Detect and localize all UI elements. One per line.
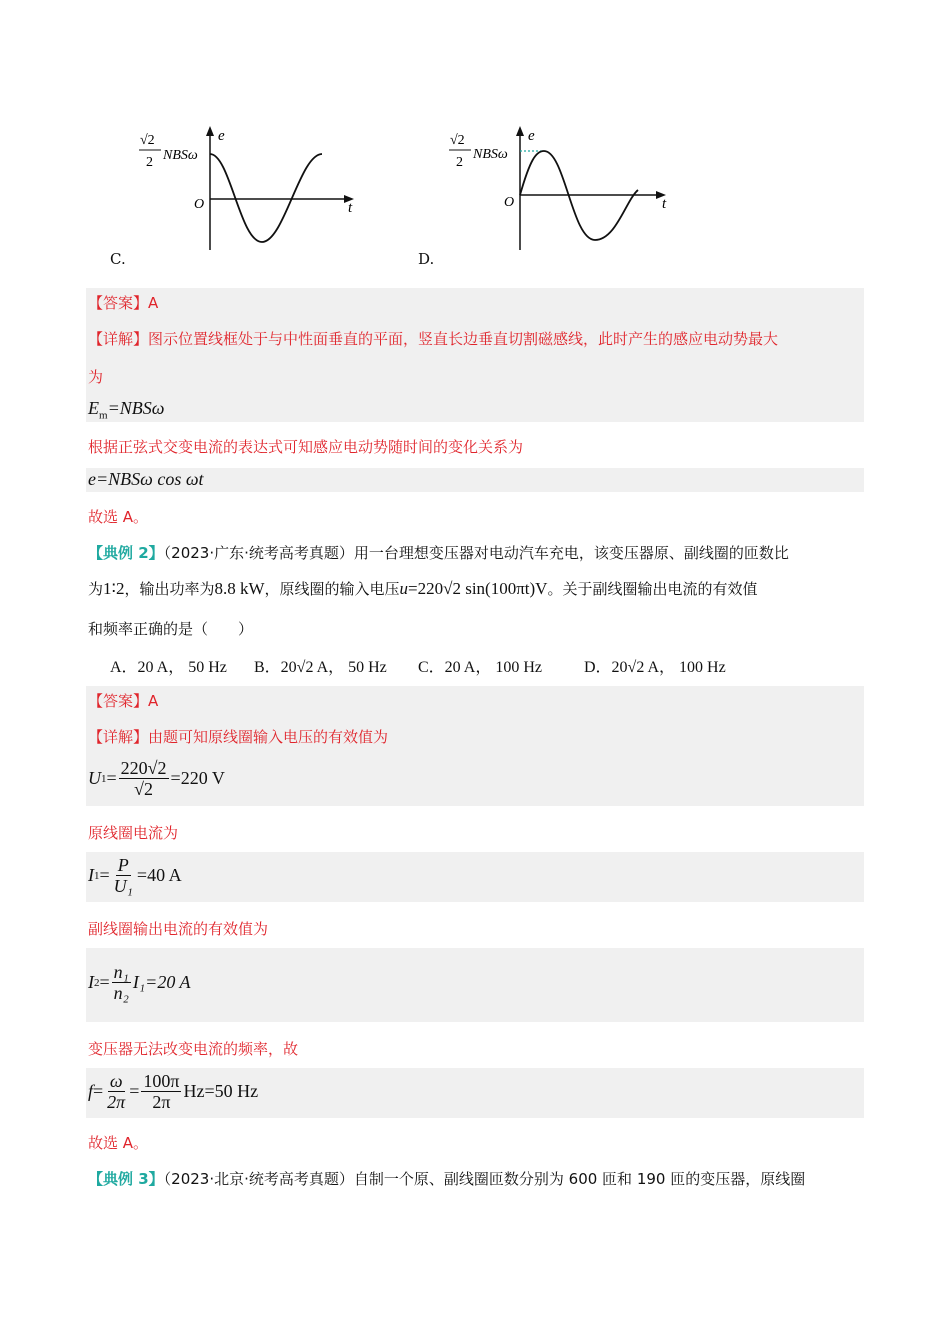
- i1-fraction: [112, 855, 135, 896]
- example-2-q-line1: 用一台理想变压器对电动汽车充电，该变压器原、副线圈的匝数比: [353, 544, 789, 562]
- q-text-a: 为: [88, 580, 104, 598]
- amp-nbs: NBSω: [163, 148, 198, 163]
- u1-symbol: U: [88, 768, 101, 788]
- example-2-tag: 【典例 2】: [88, 544, 164, 562]
- sine-curve: [210, 154, 322, 242]
- answer-line-1: [88, 292, 158, 314]
- f-den1: 2π: [107, 1092, 126, 1112]
- em-rhs: =NBSω: [107, 398, 165, 418]
- equation-block-i2: [86, 948, 864, 1022]
- answer-tag: 【答案】: [88, 294, 149, 312]
- axis-e-label: e: [528, 128, 535, 144]
- u1-equation: U 1 = $\frac{220√2}{√2}$ =220 V: [88, 758, 225, 799]
- detail-line-2: 为: [88, 368, 104, 386]
- text-i1: 原线圈电流为: [88, 824, 179, 842]
- q-text-c: ，原线圈的输入电压: [264, 580, 400, 598]
- i2-rhs: I₁=20 A: [132, 972, 191, 992]
- q-expr: =220√2 sin(100πt): [408, 579, 536, 598]
- e-axis-arrow: [206, 126, 214, 136]
- f-equation: f = $\frac{\omega}{2\pi}$ = $\frac{100\pi}{2\pi}$ Hz=50 Hz: [88, 1071, 259, 1112]
- amp-nbs: NBSω: [473, 147, 508, 162]
- i2-symbol: I: [88, 972, 94, 992]
- example-2-source: （2023·广东·统考高考真题）: [163, 544, 354, 562]
- detail-text: 由题可知原线圈输入电压的有效值为: [148, 728, 389, 746]
- example-3-q-line1: 自制一个原、副线圈匝数分别为 600 匝和 190 匝的变压器，原线圈: [353, 1170, 806, 1188]
- q-ratio: 1∶2: [103, 579, 125, 598]
- text-f: 变压器无法改变电流的频率，故: [88, 1040, 299, 1058]
- f-fraction-1: [105, 1071, 127, 1112]
- amp-sqrt: √2: [140, 133, 155, 148]
- i1-symbol: I: [88, 865, 94, 885]
- i2-num: n₁: [113, 962, 129, 982]
- example-3-source: （2023·北京·统考高考真题）: [163, 1170, 354, 1188]
- answer-value: A: [148, 692, 159, 710]
- amp-sqrt: √2: [450, 133, 465, 148]
- u1-rhs: =220 V: [170, 768, 225, 788]
- f-symbol: f: [88, 1081, 94, 1101]
- conclusion-1: 故选 A。: [88, 508, 149, 526]
- detail-text: 图示位置线框处于与中性面垂直的平面，竖直长边垂直切割磁感线，此时产生的感应电动势最大: [148, 330, 779, 348]
- em-equation: [88, 398, 164, 422]
- em-symbol: E: [88, 398, 99, 418]
- origin-label: O: [194, 197, 205, 212]
- option-d-label: D.: [418, 250, 435, 268]
- f-num1: ω: [109, 1071, 123, 1091]
- q-text-d: 。关于副线圈输出电流的有效值: [547, 580, 758, 598]
- option-b: B．20√2 A， 50 Hz: [254, 659, 387, 676]
- option-d: D．20√2 A， 100 Hz: [584, 659, 726, 676]
- detail-tag: 【详解】: [88, 728, 149, 746]
- detail-tag: 【详解】: [88, 330, 149, 348]
- detail-line-1: [88, 328, 778, 350]
- f-den2: 2π: [152, 1092, 171, 1112]
- i2-sub: 2: [94, 976, 100, 989]
- q-power: 8.8 kW: [214, 579, 265, 598]
- example-3-line-1: [88, 1168, 805, 1190]
- option-c-label: C.: [110, 250, 126, 268]
- text-i2: 副线圈输出电流的有效值为: [88, 920, 269, 938]
- u1-fraction: [119, 758, 169, 799]
- f-num2: 100π: [143, 1071, 180, 1091]
- i1-den: U₁: [113, 876, 133, 896]
- conclusion-2: 故选 A。: [88, 1134, 149, 1152]
- u1-num: 220√2: [120, 758, 167, 778]
- q-text-b: ，输出功率为: [124, 580, 215, 598]
- axis-e-label: e: [218, 128, 225, 144]
- equation-block-i1: [86, 852, 864, 902]
- option-a: A．20 A， 50 Hz: [110, 659, 227, 676]
- e-equation: e=NBSω cos ωt: [88, 469, 204, 489]
- answer-block-1: [86, 288, 864, 422]
- amp-two: 2: [456, 155, 463, 170]
- u1-den: √2: [134, 779, 154, 799]
- i1-equation: I 1 = $\frac{P}{\text{U₁}}$ =40 A: [88, 855, 182, 896]
- example-2-line-3: 和频率正确的是（ ）: [88, 620, 254, 638]
- em-subscript: m: [99, 409, 108, 422]
- example-2-line-1: [88, 542, 789, 564]
- i1-sub: 1: [94, 869, 100, 882]
- answer-tag: 【答案】: [88, 692, 149, 710]
- answer-value: A: [148, 294, 159, 312]
- q-u: u: [399, 579, 409, 598]
- i1-num: P: [117, 855, 129, 875]
- e-axis-arrow: [516, 126, 524, 136]
- amp-two: 2: [146, 155, 153, 170]
- u1-sub: 1: [101, 772, 107, 785]
- i2-fraction: [112, 962, 131, 1003]
- text-expression-intro: 根据正弦式交变电流的表达式可知感应电动势随时间的变化关系为: [88, 438, 524, 456]
- q-unit: V: [535, 579, 548, 598]
- f-rhs: Hz=50 Hz: [183, 1081, 259, 1101]
- answer-line-2: [88, 690, 158, 712]
- origin-label: O: [504, 195, 515, 210]
- i2-equation: I 2 = $\frac{\text{n₁}}{\text{n₂}}$ I₁=20 A: [88, 962, 191, 1003]
- graph-d: [440, 120, 680, 260]
- example-3-tag: 【典例 3】: [88, 1170, 164, 1188]
- detail-line-ex2: [88, 726, 388, 748]
- graph-c: [130, 120, 370, 260]
- i2-den: n₂: [113, 983, 129, 1003]
- example-2-line-2: [88, 578, 757, 600]
- option-c: C．20 A， 100 Hz: [418, 659, 543, 676]
- axis-t-label: t: [348, 200, 353, 216]
- axis-t-label: t: [662, 196, 667, 212]
- i1-rhs: =40 A: [136, 865, 182, 885]
- f-fraction-2: [141, 1071, 181, 1112]
